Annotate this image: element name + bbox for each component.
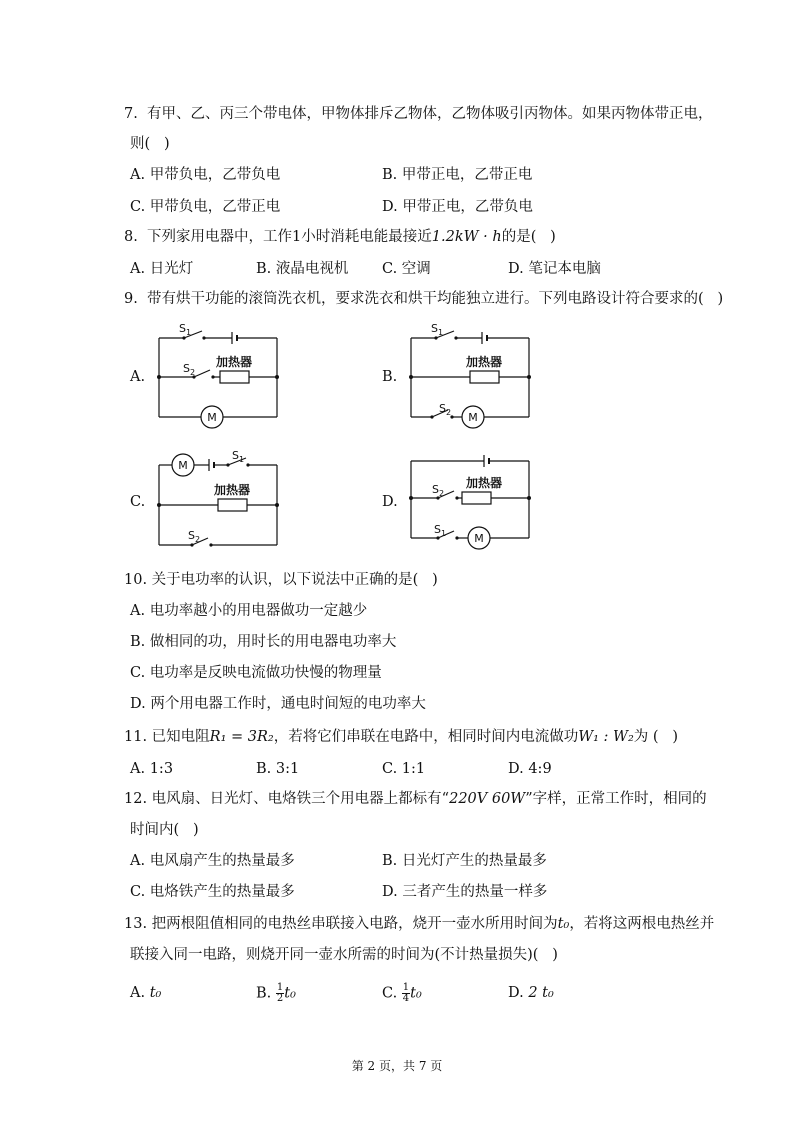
option-key: B. [382,853,398,869]
s2-sub: 2 [189,368,196,377]
option-text: 日光灯产生的热量最多 [401,853,547,869]
q13-stem-line1 [124,914,714,934]
q12-stem-line1 [124,789,707,809]
fraction-numerator: 1 [276,982,284,993]
svg-text:S2 [439,402,451,417]
q11-option-c[interactable] [382,759,425,779]
q12-stem-math: 220V 60W [449,791,526,807]
page-footer: 第 2 页，共 7 页 [351,1059,443,1073]
s1-label: S [431,322,438,335]
s2-sub: 2 [194,535,201,544]
option-key: B. [382,167,398,183]
option-key: B. [130,634,146,650]
motor-icon: M [207,411,217,424]
q10-option-c[interactable] [130,663,382,683]
q13-option-d[interactable] [508,983,554,1003]
q8-stem [124,227,556,247]
option-key: C. [382,261,398,277]
option-key: A. [130,761,146,777]
q11-stem-text2: ，若将它们串联在电路中，相同时间内电流做功 [273,729,579,745]
q9-circuit-d[interactable] [402,445,542,555]
q11-option-d[interactable] [508,759,552,779]
option-text: 两个用电器工作时，通电时间短的电功率大 [150,696,426,712]
q12-stem-line2: 时间内( ) [130,822,199,838]
q11-stem-math2: W₁ : W₂ [578,729,634,745]
q11-stem [124,727,678,747]
q8-option-c[interactable] [382,259,431,279]
q13-option-a[interactable] [130,983,161,1003]
s2-sub: 2 [438,489,445,498]
q12-option-a[interactable] [130,851,295,871]
q13-stem-text2: ，若将这两根电热丝并 [569,916,715,932]
option-key: C. [130,665,146,681]
q11-option-a[interactable] [130,759,173,779]
fraction-numerator: 1 [402,982,410,993]
q8-option-d[interactable] [508,259,601,279]
q12-option-b[interactable] [382,851,547,871]
q13-option-c[interactable] [382,983,422,1004]
option-key: B. [256,985,272,1002]
fraction-denominator: 4 [402,993,410,1004]
option-text: 液晶电视机 [275,261,349,277]
s2-label: S [439,402,446,415]
motor-icon: M [468,411,478,424]
q8-stem-text: 8. 下列家用电器中，工作1小时消耗电能最接近 [124,229,432,245]
q11-stem-text: 11. 已知电阻 [124,729,210,745]
svg-text:S2 [188,529,200,544]
option-text: 电风扇产生的热量最多 [149,853,295,869]
option-text: 空调 [401,261,431,277]
option-key: A. [130,853,146,869]
s2-sub: 2 [445,408,452,417]
q9-circuit-a[interactable] [150,320,290,430]
q9-option-b-key[interactable]: B. [382,369,398,385]
option-key: C. [382,761,398,777]
s1-label: S [179,322,186,335]
svg-text:S1 [179,322,191,337]
heater-label: 加热器 [214,483,251,497]
option-text: t₀ [410,985,422,1002]
heater-label: 加热器 [466,355,503,369]
s1-sub: 1 [185,328,192,337]
option-text: t₀ [149,985,162,1001]
option-text: 电烙铁产生的热量最多 [149,884,295,900]
q8-stem-math: 1.2kW · h [431,229,502,245]
s1-sub: 1 [437,328,444,337]
option-key: D. [382,884,398,900]
fraction [402,983,410,1004]
fraction [276,983,284,1004]
q9-option-d-key[interactable]: D. [382,494,398,510]
s2-label: S [188,529,195,542]
q12-stem-text2: ”字样，正常工作时，相同的 [525,791,707,807]
q9-stem: 9. 带有烘干功能的滚筒洗衣机，要求洗衣和烘干均能独立进行。下列电路设计符合要求的( ) [124,291,724,307]
s2-label: S [432,483,439,496]
option-key: D. [508,261,524,277]
option-key: A. [130,261,146,277]
option-key: D. [382,199,398,215]
s1-sub: 1 [238,455,245,464]
option-text: 电功率是反映电流做功快慢的物理量 [149,665,382,681]
q13-stem-text: 13. 把两根阻值相同的电热丝串联接入电路，烧开一壶水所用时间为 [124,916,558,932]
svg-text:S1 [232,449,244,464]
fraction-denominator: 2 [276,993,284,1004]
q10-option-b[interactable] [130,632,396,652]
option-text: 甲带负电，乙带正电 [149,199,281,215]
option-key: B. [256,261,272,277]
option-text: 2 t₀ [528,985,554,1001]
q7-stem-line1: 7. 有甲、乙、丙三个带电体，甲物体排斥乙物体，乙物体吸引丙物体。如果丙物体带正电， [124,106,713,122]
option-key: C. [382,985,398,1002]
q12-stem-text: 12. 电风扇、日光灯、电烙铁三个用电器上都标有“ [124,791,450,807]
q7-option-a[interactable] [130,165,280,185]
svg-text:S2 [183,362,195,377]
heater-label: 加热器 [216,355,253,369]
q11-option-b[interactable] [256,759,299,779]
q13-stem-line2: 联接入同一电路，则烧开同一壶水所需的时间为(不计热量损失)( ) [130,947,558,963]
option-key: D. [508,761,524,777]
q8-option-a[interactable] [130,259,193,279]
q7-option-b[interactable] [382,165,532,185]
s1-label: S [232,449,239,462]
option-text: 做相同的功，用时长的用电器电功率大 [149,634,397,650]
q11-stem-math1: R₁ = 3R₂ [209,729,274,745]
q8-option-b[interactable] [256,259,348,279]
option-text: 1:3 [149,761,174,777]
option-text: 4:9 [528,761,552,777]
q8-stem-tail: 的是( ) [501,229,556,245]
s2-label: S [183,362,190,375]
s1-sub: 1 [440,529,447,538]
motor-icon: M [178,459,188,472]
q11-stem-tail: 为 ( ) [633,729,679,745]
option-text: 甲带负电，乙带负电 [149,167,281,183]
option-text: 3:1 [275,761,300,777]
option-text: 三者产生的热量一样多 [402,884,548,900]
option-key: C. [130,199,146,215]
motor-icon: M [474,532,484,545]
option-key: B. [256,761,272,777]
q7-option-d[interactable] [382,197,533,217]
option-text: 日光灯 [149,261,194,277]
option-key: A. [130,167,146,183]
option-text: 甲带正电，乙带正电 [401,167,533,183]
q9-circuit-c[interactable] [150,445,290,555]
heater-label: 加热器 [466,476,503,490]
q10-option-a[interactable] [130,601,367,621]
option-key: A. [130,985,146,1001]
svg-text:S1 [434,523,446,538]
option-text: 1:1 [401,761,426,777]
q7-stem-line2: 则( ) [130,136,170,152]
s1-label: S [434,523,441,536]
option-key: D. [508,985,524,1001]
option-text: t₀ [284,985,296,1002]
svg-text:S2 [432,483,444,498]
option-key: D. [130,696,146,712]
q12-option-c[interactable] [130,882,295,902]
q12-option-d[interactable] [382,882,547,902]
q13-option-b[interactable] [256,983,296,1004]
option-text: 甲带正电，乙带负电 [402,199,533,215]
q13-stem-math: t₀ [557,916,570,932]
q9-circuit-b[interactable] [402,320,542,430]
q10-option-d[interactable] [130,694,426,714]
option-text: 笔记本电脑 [528,261,601,277]
svg-text:S1 [431,322,443,337]
q10-stem: 10. 关于电功率的认识，以下说法中正确的是( ) [124,572,438,588]
q9-option-c-key[interactable]: C. [130,494,146,510]
q7-option-c[interactable] [130,197,280,217]
option-key: C. [130,884,146,900]
option-key: A. [130,603,146,619]
option-text: 电功率越小的用电器做功一定越少 [149,603,368,619]
q9-option-a-key[interactable]: A. [130,369,146,385]
